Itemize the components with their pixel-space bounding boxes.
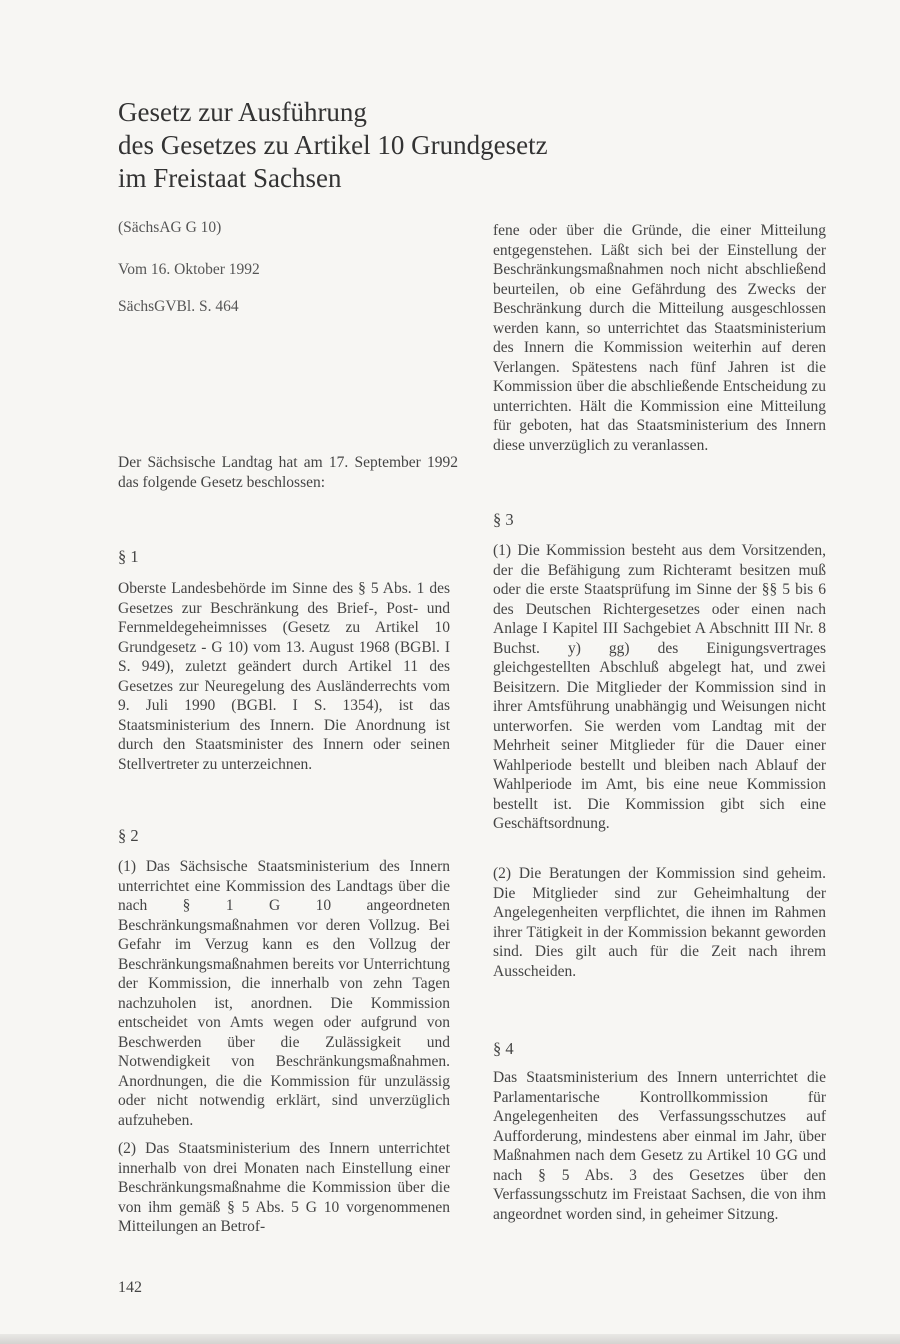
- page-number: 142: [118, 1279, 142, 1296]
- section-heading: § 1: [118, 547, 139, 566]
- section-paragraph: Das Staatsministerium des Innern unterrichtet die Parlamentarische Kontrollkommission für Angelegenheiten des Verfassungsschutzes auf Aufforderung, mindestens aber einmal im Jahr, über Maßnahmen nach dem Gesetz zu Artikel 10 GG und nach § 5 Abs. 3 des Gesetzes über den Verfassungsschutz im Freistaat Sachsen, die von ihm angeordnet worden sind, in geheimer Sitzung.: [493, 1069, 826, 1223]
- section-heading: § 3: [493, 510, 514, 529]
- section-paragraph: (2) Die Beratungen der Kommission sind geheim. Die Mitglieder sind zur Geheimhaltung der Angelegenheiten verpflichtet, die ihnen im Rahmen ihrer Tätigkeit in der Kommission bekannt geworden sind. Dies gilt auch für die Zeit nach ihrem Ausscheiden.: [493, 865, 826, 980]
- law-source: SächsGVBl. S. 464: [118, 298, 239, 315]
- preamble: Der Sächsische Landtag hat am 17. September 1992 das folgende Gesetz beschlossen:: [118, 454, 458, 491]
- section-heading: § 2: [118, 826, 139, 845]
- law-abbreviation: (SächsAG G 10): [118, 219, 222, 236]
- document-title: [118, 96, 778, 195]
- title-line: im Freistaat Sachsen: [118, 163, 342, 193]
- section-paragraph: (2) Das Staatsministerium des Innern unterrichtet innerhalb von drei Monaten nach Einstellung einer Beschränkungsmaßnahme die Kommission über die von ihm gemäß § 5 Abs. 5 G 10 vorgenommenen Mitteilungen an Betrof-: [118, 1140, 450, 1235]
- section-paragraph: (1) Die Kommission besteht aus dem Vorsitzenden, der die Befähigung zum Richteramt besitzen muß oder die erste Staatsprüfung im Sinne der §§ 5 bis 6 des Deutschen Richtergesetzes oder einen nach Anlage I Kapitel III Sachgebiet A Abschnitt III Nr. 8 Buchst. y) gg) des Einigungsvertrages gleichgestellten Abschluß abgelegt hat, und zwei Beisitzern. Die Mitglieder der Kommission sind in ihrer Amtsführung unabhängig und Weisungen nicht unterworfen. Sie werden vom Landtag mit der Mehrheit seiner Mitglieder für die Dauer einer Wahlperiode bestellt und bleiben nach Ablauf der Wahlperiode im Amt, bis eine neue Kommission bestellt ist. Die Kommission gibt sich eine Geschäftsordnung.: [493, 542, 826, 832]
- title-line: des Gesetzes zu Artikel 10 Grundgesetz: [118, 130, 548, 160]
- page-edge: [0, 1334, 900, 1344]
- law-date: Vom 16. Oktober 1992: [118, 261, 260, 278]
- title-line: Gesetz zur Ausführung: [118, 97, 367, 127]
- section-heading: § 4: [493, 1039, 514, 1058]
- section-paragraph: (1) Das Sächsische Staatsministerium des Innern unterrichtet eine Kommission des Landtags über die nach § 1 G 10 angeordneten Beschränkungsmaßnahmen vor deren Vollzug. Bei Gefahr im Verzug kann es den Vollzug der Beschränkungsmaßnahmen bereits vor Unterrichtung der Kommission, die innerhalb von zehn Tagen nachzuholen ist, anordnen. Die Kommission entscheidet von Amts wegen oder aufgrund von Beschwerden über die Zulässigkeit und Notwendigkeit von Beschränkungsmaßnahmen. Anordnungen, die die Kommission für unzulässig oder nicht notwendig erklärt, sind unverzüglich aufzuheben.: [118, 858, 450, 1129]
- section-paragraph-continued: fene oder über die Gründe, die einer Mitteilung entgegenstehen. Läßt sich bei der Einstellung der Beschränkungsmaßnahmen noch nicht abschließend beurteilen, ob eine Gefährdung des Zwecks der Beschränkung durch die Mitteilung ausgeschlossen werden kann, so unterrichtet das Staatsministerium des Innern die Kommission weiterhin auf deren Verlangen. Spätestens nach fünf Jahren ist die Kommission über die abschließende Entscheidung zu unterrichten. Hält die Kommission eine Mitteilung für geboten, hat das Staatsministerium des Innern diese unverzüglich zu veranlassen.: [493, 222, 826, 454]
- section-paragraph: Oberste Landesbehörde im Sinne des § 5 Abs. 1 des Gesetzes zur Beschränkung des Brief-, Post- und Fernmeldegeheimnisses (Gesetz zu Artikel 10 Grundgesetz - G 10) vom 13. August 1968 (BGBl. I S. 949), zuletzt geändert durch Artikel 11 des Gesetzes zur Neuregelung des Ausländerrechts vom 9. Juli 1990 (BGBl. I S. 1354), ist das Staatsministerium des Innern. Die Anordnung ist durch den Staatsminister des Innern oder seinen Stellvertreter zu unterzeichnen.: [118, 580, 450, 773]
